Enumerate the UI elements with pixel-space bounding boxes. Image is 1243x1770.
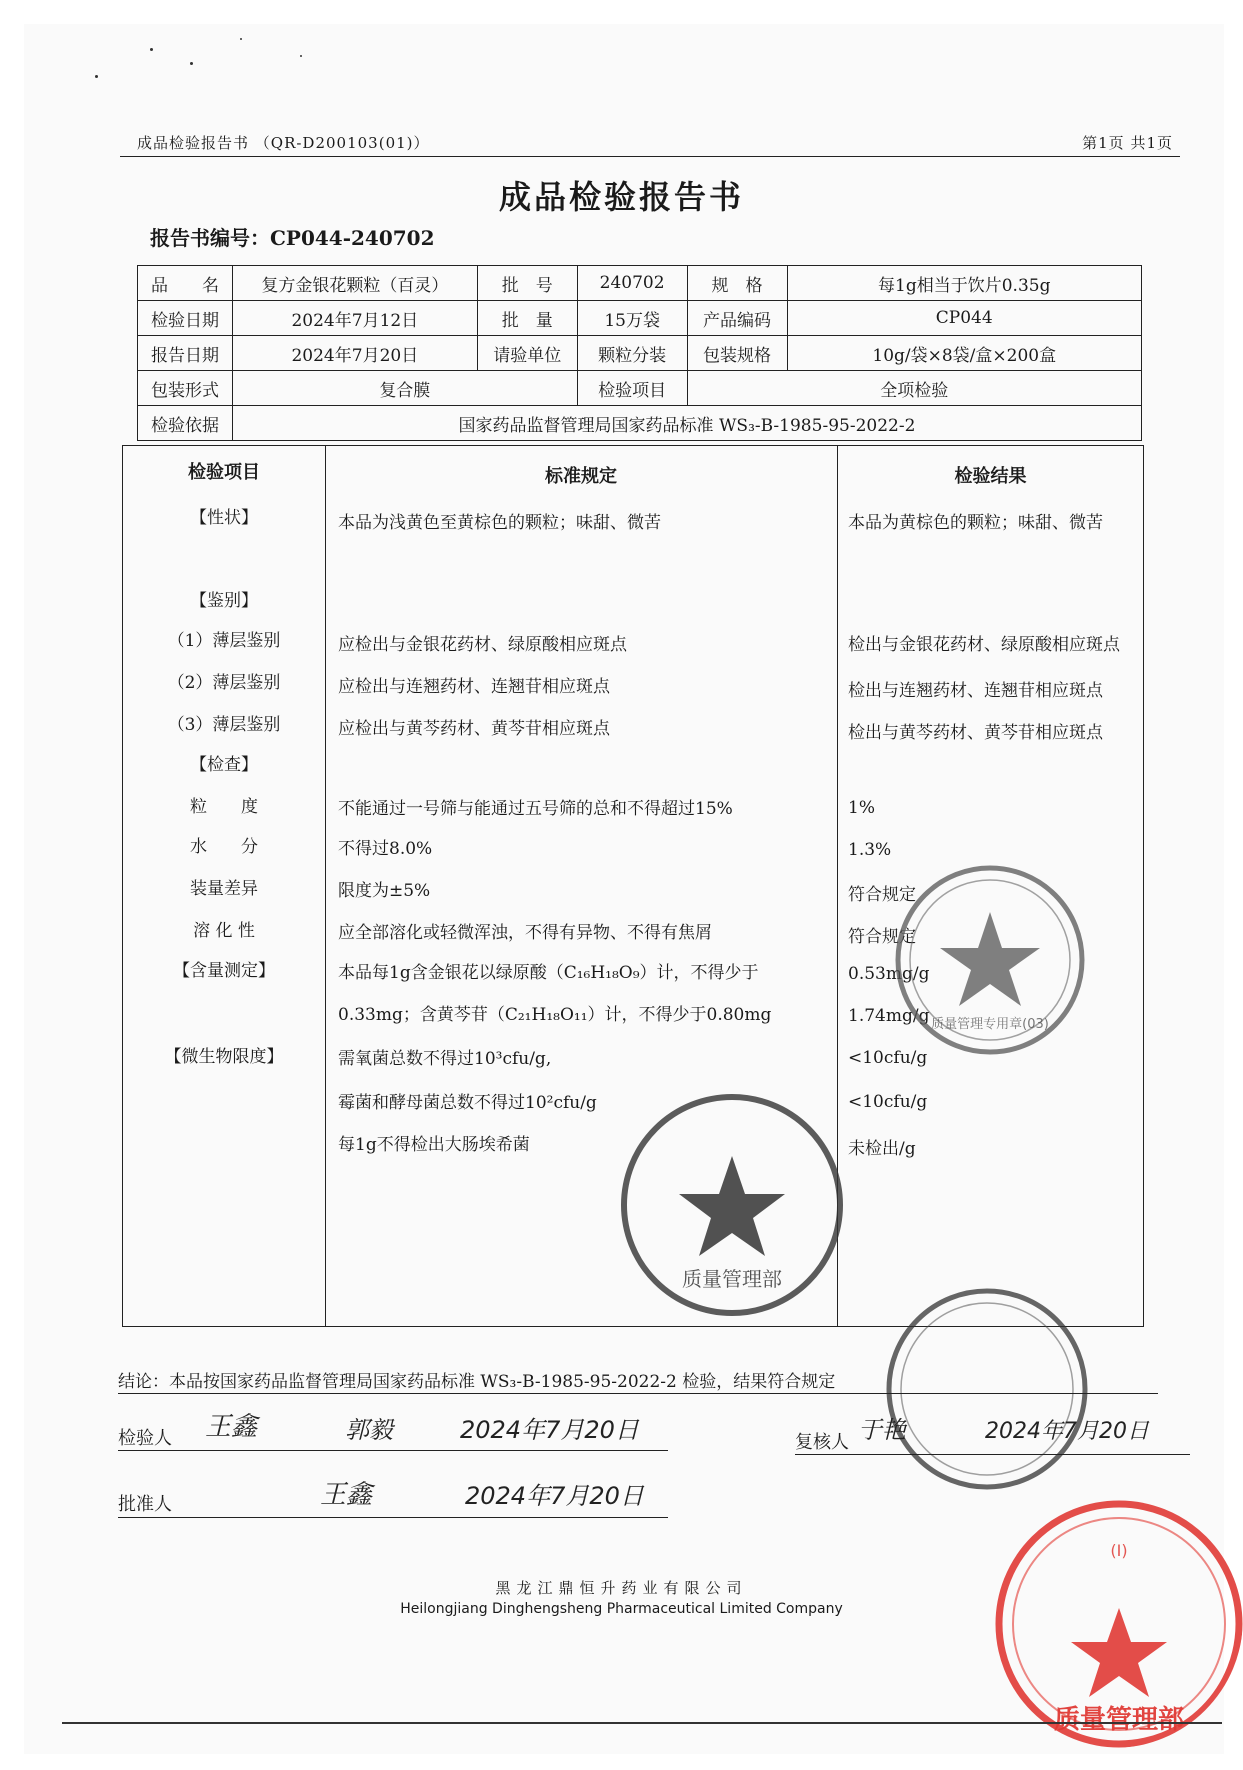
inspect-date: 2024年7月12日 bbox=[232, 301, 477, 336]
row-result: 检出与金银花药材、绿原酸相应斑点 bbox=[848, 635, 1120, 655]
row-standard: 本品每1g含金银花以绿原酸（C₁₆H₁₈O₉）计，不得少于 bbox=[338, 963, 759, 983]
row-standard: 本品为浅黄色至黄棕色的颗粒；味甜、微苦 bbox=[338, 513, 661, 533]
row-item: 【微生物限度】 bbox=[164, 1047, 284, 1067]
svg-text:质量管理部: 质量管理部 bbox=[682, 1267, 782, 1291]
svg-text:(I): (I) bbox=[1110, 1541, 1128, 1560]
request-unit: 颗粒分装 bbox=[577, 336, 687, 371]
row-standard: 应检出与金银花药材、绿原酸相应斑点 bbox=[338, 635, 627, 655]
row-result: 符合规定 bbox=[848, 927, 916, 947]
row-item: 溶 化 性 bbox=[193, 921, 255, 941]
approver-signature: 王鑫 bbox=[320, 1480, 373, 1510]
row-result: 本品为黄棕色的颗粒；味甜、微苦 bbox=[848, 513, 1103, 533]
batch-no: 240702 bbox=[577, 266, 687, 301]
row-item: 【性状】 bbox=[190, 508, 258, 528]
row-item: （2）薄层鉴别 bbox=[167, 673, 281, 693]
row-result: 1.3% bbox=[848, 840, 892, 860]
footer-company-cn: 黑龙江鼎恒升药业有限公司 bbox=[495, 1579, 748, 1597]
inspector-signature-2: 郭毅 bbox=[345, 1416, 393, 1444]
approver-label: 批准人 bbox=[118, 1494, 172, 1515]
form-code: 成品检验报告书 （QR-D200103(01)） bbox=[137, 134, 430, 152]
inspect-items: 全项检验 bbox=[687, 371, 1141, 406]
spec-label: 规 格 bbox=[687, 266, 787, 301]
spec: 每1g相当于饮片0.35g bbox=[787, 266, 1142, 301]
product-code: CP044 bbox=[787, 301, 1142, 336]
inspector-date: 2024年7月20日 bbox=[460, 1416, 639, 1444]
row-item: 【含量测定】 bbox=[173, 961, 275, 981]
row-standard: 需氧菌总数不得过10³cfu/g, bbox=[338, 1049, 552, 1069]
reviewer-date: 2024年7月20日 bbox=[985, 1419, 1149, 1444]
column-header-item: 检验项目 bbox=[188, 462, 260, 483]
scan-speck bbox=[95, 75, 98, 78]
report-date-label: 报告日期 bbox=[138, 336, 233, 371]
info-row bbox=[138, 371, 1142, 406]
row-standard: 不得过8.0% bbox=[338, 839, 433, 859]
stamp-xizang-quality bbox=[890, 860, 1090, 1060]
scan-speck bbox=[300, 55, 302, 57]
row-result: <10cfu/g bbox=[848, 1092, 928, 1112]
row-result: 未检出/g bbox=[848, 1139, 916, 1159]
basis-label: 检验依据 bbox=[138, 406, 233, 441]
product-code-label: 产品编码 bbox=[687, 301, 787, 336]
info-row bbox=[138, 406, 1142, 441]
row-standard: 霉菌和酵母菌总数不得过10²cfu/g bbox=[338, 1093, 597, 1113]
column-header-result: 检验结果 bbox=[954, 466, 1027, 487]
reviewer-underline bbox=[795, 1454, 1190, 1455]
row-standard: 应检出与连翘药材、连翘苷相应斑点 bbox=[338, 677, 610, 697]
row-item: （1）薄层鉴别 bbox=[167, 631, 281, 651]
row-standard: 应全部溶化或轻微浑浊，不得有异物、不得有焦屑 bbox=[338, 923, 712, 943]
row-item: 装量差异 bbox=[190, 879, 258, 899]
info-table bbox=[137, 265, 1142, 441]
stamp-gansu-quality bbox=[615, 1088, 850, 1323]
package-spec: 10g/袋×8袋/盒×200盒 bbox=[787, 336, 1142, 371]
scan-speck bbox=[150, 48, 153, 51]
row-result: 检出与连翘药材、连翘苷相应斑点 bbox=[848, 681, 1103, 701]
report-date: 2024年7月20日 bbox=[232, 336, 477, 371]
row-item: 【检查】 bbox=[190, 755, 258, 775]
row-standard: 应检出与黄芩药材、黄芩苷相应斑点 bbox=[338, 719, 610, 739]
report-number-label: 报告书编号： bbox=[150, 226, 270, 250]
info-row bbox=[138, 301, 1142, 336]
row-result: 0.53mg/g bbox=[848, 964, 930, 984]
reviewer-label: 复核人 bbox=[795, 1432, 849, 1453]
package-form-label: 包装形式 bbox=[138, 371, 233, 406]
row-result: 1% bbox=[848, 798, 875, 818]
conclusion: 结论：本品按国家药品监督管理局国家药品标准 WS₃-B-1985-95-2022-2 检验，结果符合规定 bbox=[118, 1372, 836, 1392]
conclusion-underline bbox=[118, 1393, 1158, 1394]
report-number-value: CP044-240702 bbox=[270, 226, 435, 250]
row-item: （3）薄层鉴别 bbox=[167, 715, 281, 735]
footer-company-en: Heilongjiang Dinghengsheng Pharmaceutical Limited Company bbox=[400, 1601, 843, 1617]
info-row bbox=[138, 336, 1142, 371]
batch-qty-label: 批 量 bbox=[477, 301, 577, 336]
scan-speck bbox=[240, 38, 242, 40]
svg-text:质量管理专用章(03): 质量管理专用章(03) bbox=[931, 1017, 1049, 1032]
row-standard: 不能通过一号筛与能通过五号筛的总和不得超过15% bbox=[338, 799, 733, 819]
inspector-underline bbox=[118, 1450, 668, 1451]
inspector-label: 检验人 bbox=[118, 1428, 172, 1449]
column-header-standard: 标准规定 bbox=[545, 466, 617, 487]
header-divider bbox=[120, 156, 1180, 157]
batch-no-label: 批 号 bbox=[477, 266, 577, 301]
info-row bbox=[138, 266, 1142, 301]
row-standard: 0.33mg；含黄芩苷（C₂₁H₁₈O₁₁）计，不得少于0.80mg bbox=[338, 1005, 772, 1025]
row-item: 粒 度 bbox=[190, 797, 258, 817]
reviewer-signature: 于艳 bbox=[858, 1416, 906, 1444]
row-result: 检出与黄芩药材、黄芩苷相应斑点 bbox=[848, 723, 1103, 743]
inspector-signature-1: 王鑫 bbox=[205, 1412, 258, 1442]
row-item: 水 分 bbox=[190, 837, 258, 857]
page-info: 第1页 共1页 bbox=[1082, 134, 1173, 152]
request-unit-label: 请验单位 bbox=[477, 336, 577, 371]
stamp-red-quality bbox=[985, 1490, 1243, 1748]
row-result: 1.74mg/g bbox=[848, 1006, 930, 1026]
row-result: <10cfu/g bbox=[848, 1048, 928, 1068]
product-name: 复方金银花颗粒（百灵） bbox=[232, 266, 477, 301]
package-spec-label: 包装规格 bbox=[687, 336, 787, 371]
approver-date: 2024年7月20日 bbox=[465, 1482, 644, 1510]
footer-rule bbox=[62, 1722, 1222, 1724]
package-form: 复合膜 bbox=[232, 371, 577, 406]
approver-underline bbox=[118, 1517, 668, 1518]
row-standard: 每1g不得检出大肠埃希菌 bbox=[338, 1135, 530, 1155]
batch-qty: 15万袋 bbox=[577, 301, 687, 336]
basis: 国家药品监督管理局国家药品标准 WS₃-B-1985-95-2022-2 bbox=[232, 406, 1141, 441]
product-name-label: 品 名 bbox=[138, 266, 233, 301]
document-title: 成品检验报告书 bbox=[498, 178, 744, 216]
scan-speck bbox=[190, 62, 193, 65]
inspect-date-label: 检验日期 bbox=[138, 301, 233, 336]
svg-text:质量管理部: 质量管理部 bbox=[1053, 1705, 1185, 1735]
report-number bbox=[150, 222, 435, 251]
row-standard: 限度为±5% bbox=[338, 881, 431, 901]
row-item: 【鉴别】 bbox=[190, 591, 258, 611]
stamp-heilongjiang bbox=[880, 1282, 1095, 1497]
inspect-items-label: 检验项目 bbox=[577, 371, 687, 406]
row-result: 符合规定 bbox=[848, 885, 916, 905]
